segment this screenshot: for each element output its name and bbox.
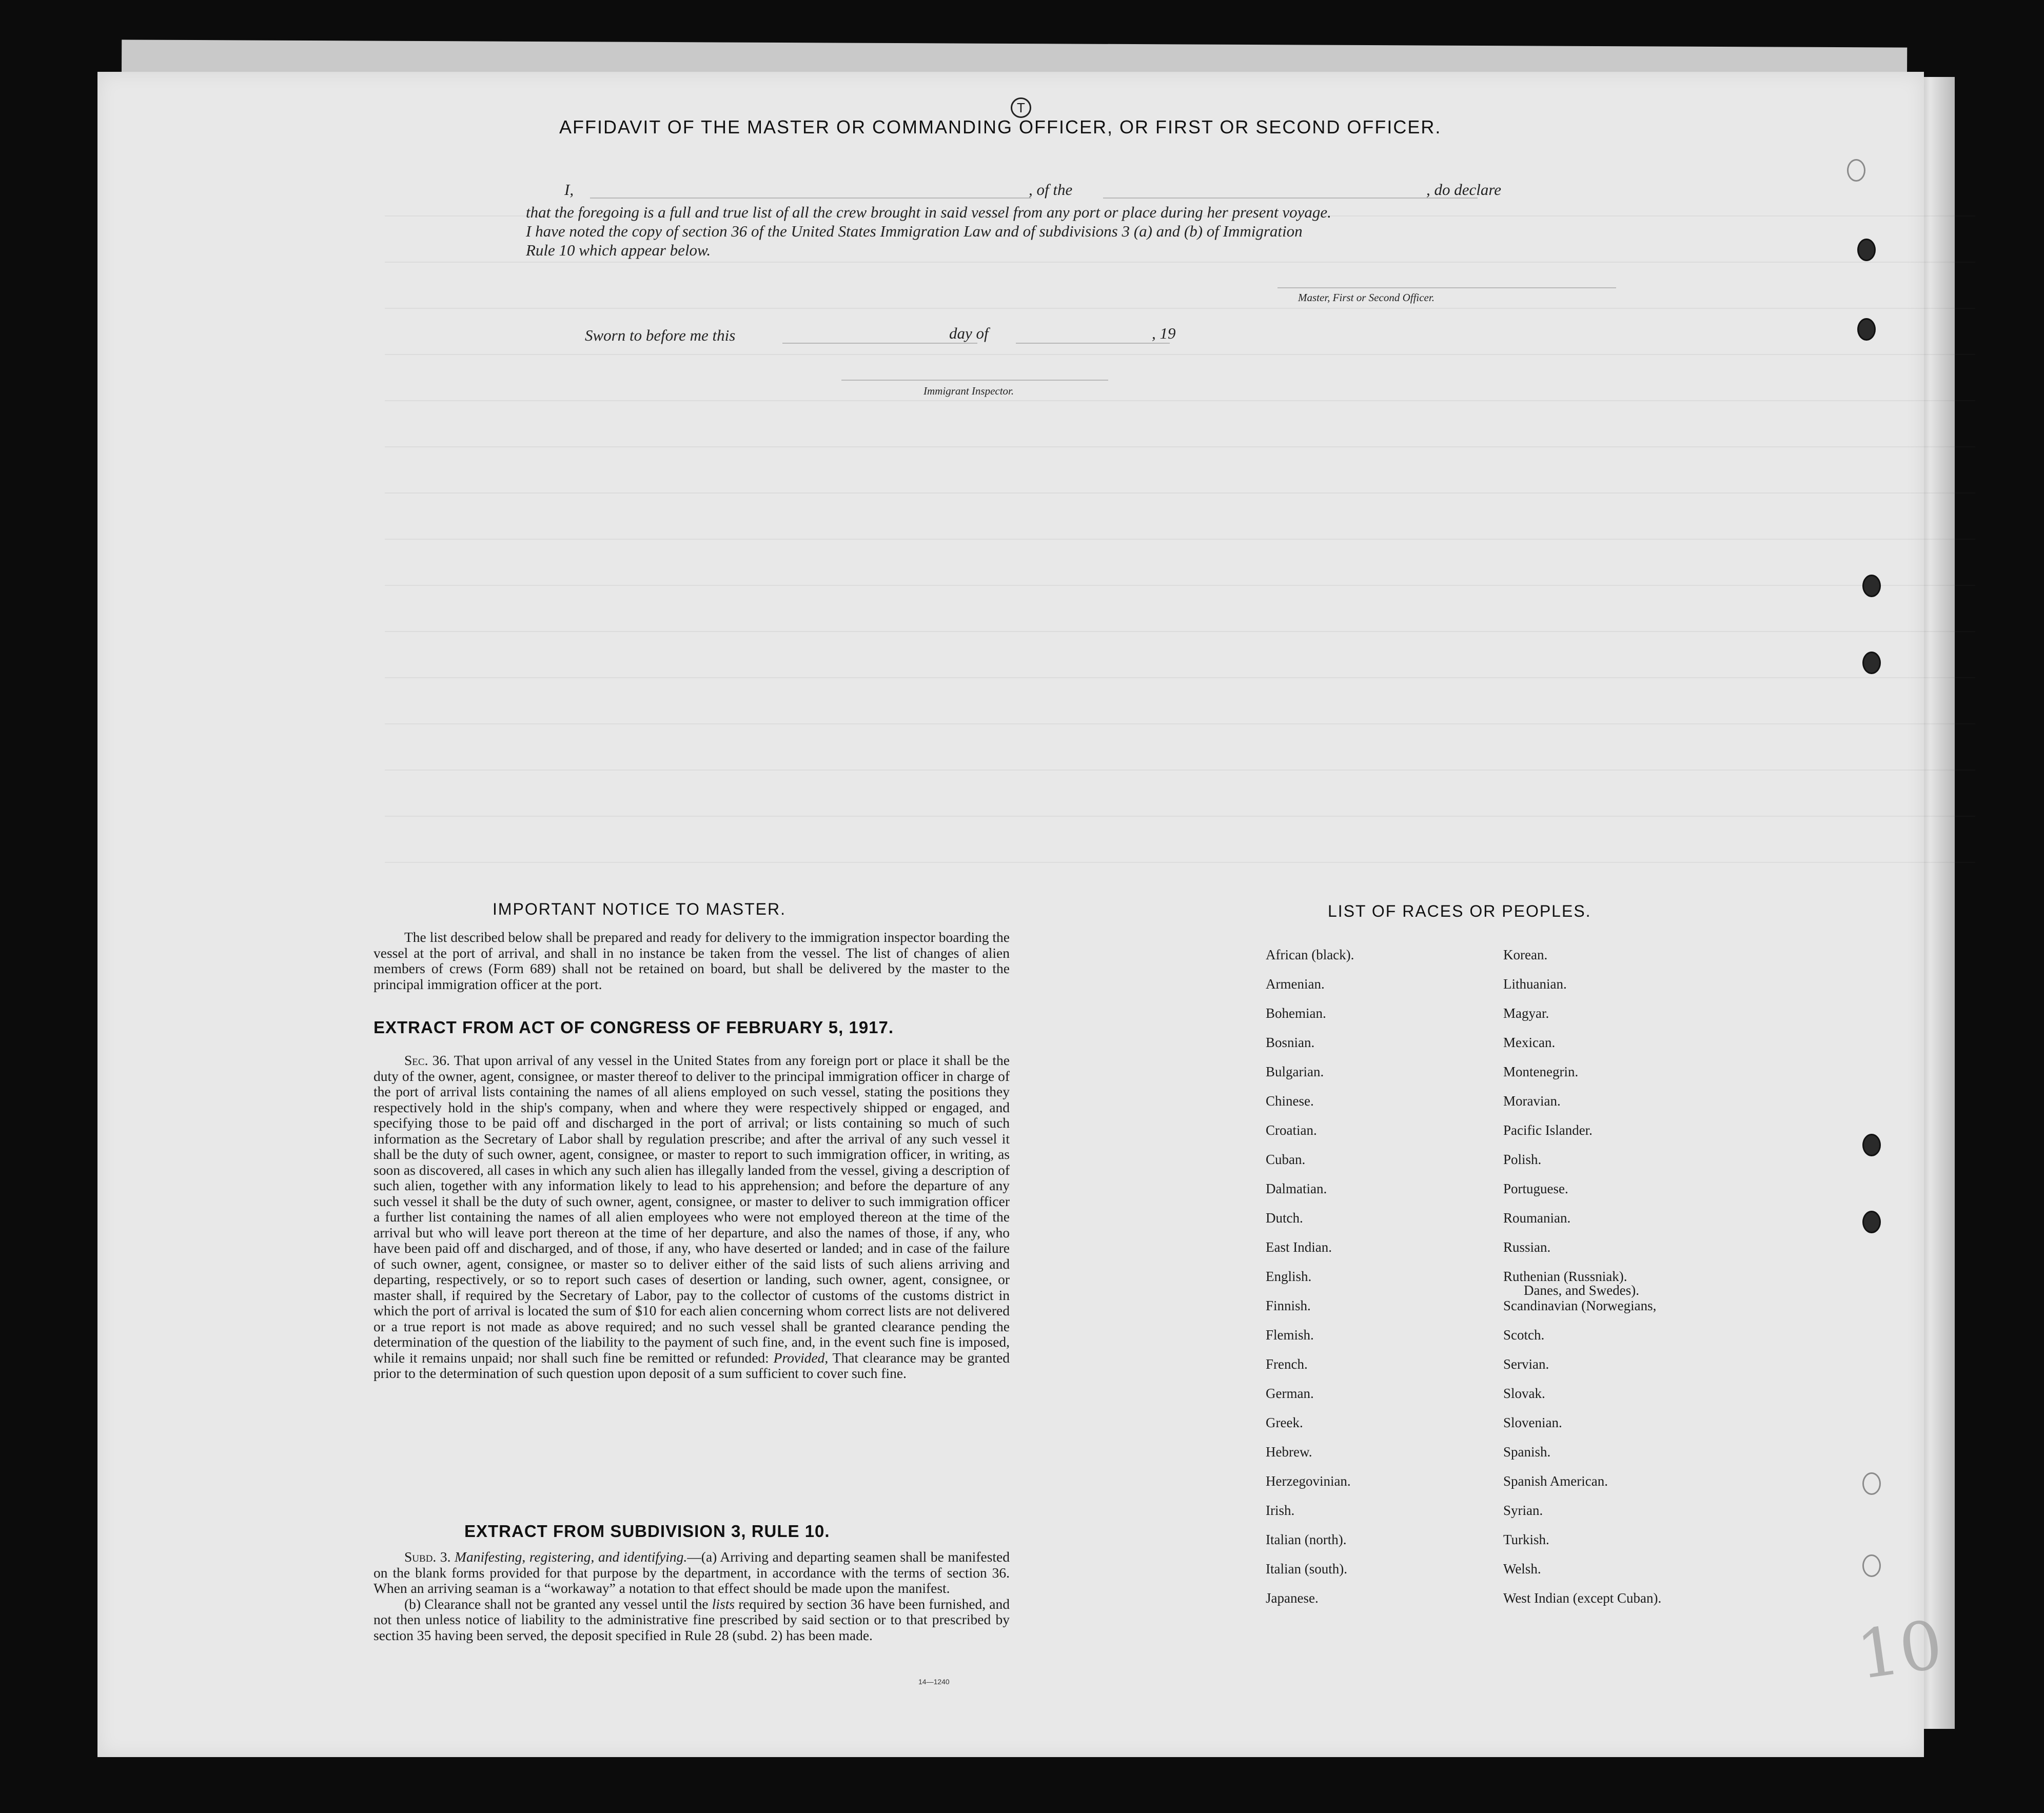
race-item: Chinese.: [1266, 1093, 1314, 1109]
race-item: Dalmatian.: [1266, 1181, 1327, 1196]
race-item: Portuguese.: [1503, 1181, 1568, 1196]
subd-b-text: required by section 36 have been furnished, and not then unless notice of liability to the administrative fine prescribed by said section or to that prescribed by section 35 having been served, the deposit specified in Rule 28 (subd. 2) has been made.: [374, 1595, 1010, 1643]
subd-b-paragraph: [374, 1597, 1010, 1644]
act-heading: EXTRACT FROM ACT OF CONGRESS OF FEBRUARY 5, 1917.: [374, 1018, 894, 1037]
name-line: [590, 198, 1031, 199]
binder-hole: [1862, 1554, 1881, 1577]
race-item: Lithuanian.: [1503, 976, 1567, 992]
master-signature-line: [1278, 287, 1616, 288]
subd-title: Manifesting, registering, and identifying.: [455, 1549, 687, 1565]
notice-heading: IMPORTANT NOTICE TO MASTER.: [493, 900, 786, 918]
race-item: Italian (north).: [1266, 1532, 1347, 1547]
race-item: Hebrew.: [1266, 1444, 1312, 1460]
race-item: Mexican.: [1503, 1035, 1556, 1050]
race-item: Flemish.: [1266, 1327, 1314, 1343]
race-item: Roumanian.: [1503, 1210, 1571, 1226]
race-item: Magyar.: [1503, 1006, 1549, 1021]
race-item: Scandinavian (Norwegians,: [1503, 1298, 1657, 1313]
race-item: Polish.: [1503, 1152, 1542, 1167]
sec36-label: Sec. 36.: [404, 1052, 450, 1068]
declare-do: , do declare: [1426, 181, 1502, 199]
race-item: Korean.: [1503, 947, 1548, 962]
race-item: Bulgarian.: [1266, 1064, 1324, 1079]
subd-b-pre: (b) Clearance shall not be granted any vessel until the: [404, 1595, 709, 1612]
race-item: East Indian.: [1266, 1239, 1332, 1255]
page-number-handwritten: 10: [1852, 1605, 1948, 1694]
provided-word: Provided,: [773, 1349, 829, 1366]
race-item: Danes, and Swedes).: [1524, 1283, 1639, 1298]
sec36-text: That upon arrival of any vessel in the United States from any foreign port or place it shall be the duty of the owner, agent, consignee, or master thereof to deliver to the principal immigration officer in charge of the port of arrival lists containing the names of all aliens employed on such vessel, stating the positions they respectively hold in the ship's company, when and where they were respectively shipped or engaged, and specifying those to be paid off and discharged in the port of arrival; or lists containing so much of such information as the Secretary of Labor shall by regulation prescribe; and after the arrival of any such vessel it shall be the duty of such owner, agent, consignee, or master to report to such immigration officer, in writing, as soon as discovered, all cases in which any such alien has illegally landed from the vessel, giving a description of such alien, together with any information likely to lead to his apprehension; and before the departure of any such vessel it shall be the duty of such owner, agent, consignee, or master to deliver to such immigration officer a further list containing the names of all alien employees who were not employed thereon at the time of the arrival but who will leave port thereon at the time of her departure, and also the names of those, if any, who have been paid off and discharged, and of those, if any, who have deserted or landed; and in case of the failure of such owner, agent, consignee, or master so to deliver either of the said lists of such aliens arriving and departing, respectively, or so to report such cases of desertion or landing, such owner, agent, consignee, or master shall, if required by the Secretary of Labor, pay to the collector of customs of the customs district in which the port of arrival is located the sum of $10 for each alien concerning whom correct lists are not delivered or a true report is not made as above required; and no such vessel shall be granted clearance pending the determination of the question of the liability to the payment of such fine, and, in the event such fine is imposed, while it remains unpaid; nor shall such fine be remitted or refunded:: [374, 1052, 1010, 1366]
race-item: Montenegrin.: [1503, 1064, 1579, 1079]
race-item: Slovenian.: [1503, 1415, 1562, 1430]
sworn-text: Sworn to before me this: [585, 326, 736, 344]
act-text: [374, 1053, 1010, 1382]
race-item: French.: [1266, 1356, 1308, 1372]
binder-hole: [1862, 1472, 1881, 1495]
race-item: Servian.: [1503, 1356, 1549, 1372]
notice-text: [374, 930, 1010, 992]
rule-text: [374, 1549, 1010, 1643]
day-of-text: day of: [949, 324, 989, 342]
notice-paragraph: The list described below shall be prepared and ready for delivery to the immigration inspector boarding the vessel at the port of arrival, and shall in no instance be taken from the vessel. The list of changes of alien members of crews (Form 689) shall not be retained on board, but shall be delivered by the master to the principal immigration officer at the port.: [374, 929, 1010, 992]
race-item: Ruthenian (Russniak).: [1503, 1269, 1627, 1284]
race-item: African (black).: [1266, 947, 1354, 962]
race-item: Spanish.: [1503, 1444, 1551, 1460]
races-heading: LIST OF RACES OR PEOPLES.: [1328, 902, 1591, 920]
vessel-line: [1103, 198, 1478, 199]
race-item: Greek.: [1266, 1415, 1303, 1430]
race-item: Turkish.: [1503, 1532, 1549, 1547]
subd-b-lists: lists: [712, 1595, 735, 1612]
race-item: Welsh.: [1503, 1561, 1541, 1576]
subd-a-text: —(a) Arriving and departing seamen shall be manifested on the blank forms provided for that purpose by the department, in accordance with the terms of section 36. When an arriving seaman is a “workaway” a notation to that effect should be made upon the manifest.: [374, 1549, 1010, 1596]
race-item: Herzegovinian.: [1266, 1473, 1351, 1489]
race-item: Dutch.: [1266, 1210, 1303, 1226]
inspector-label: Immigrant Inspector.: [923, 385, 1014, 397]
affidavit-line-3: I have noted the copy of section 36 of the United States Immigration Law and of subdivisions 3 (a) and (b) of Immigration: [526, 222, 1303, 240]
affidavit-line-2: that the foregoing is a full and true list of all the crew brought in said vessel from any port or place during her present voyage.: [526, 203, 1331, 221]
affidavit-title: AFFIDAVIT OF THE MASTER OR COMMANDING OFFICER, OR FIRST OR SECOND OFFICER.: [559, 116, 1442, 137]
race-item: Bohemian.: [1266, 1006, 1326, 1021]
rule-heading: EXTRACT FROM SUBDIVISION 3, RULE 10.: [464, 1522, 830, 1541]
inspector-signature-line: [841, 380, 1108, 381]
race-item: Pacific Islander.: [1503, 1122, 1593, 1138]
race-item: Bosnian.: [1266, 1035, 1315, 1050]
binder-hole: [1862, 575, 1881, 597]
sec36-text-end: That clearance may be granted prior to the determination of such question upon deposit of a sum sufficient to cover such fine.: [374, 1349, 1010, 1381]
bleed-through: [385, 190, 1975, 908]
race-item: Scotch.: [1503, 1327, 1545, 1343]
race-item: Finnish.: [1266, 1298, 1311, 1313]
declare-of-the: , of the: [1029, 181, 1073, 199]
master-signature-label: Master, First or Second Officer.: [1298, 291, 1434, 304]
form-number: 14—1240: [918, 1678, 950, 1686]
race-item: English.: [1266, 1269, 1312, 1284]
race-item: Spanish American.: [1503, 1473, 1608, 1489]
race-item: Croatian.: [1266, 1122, 1317, 1138]
binder-hole: [1857, 318, 1876, 341]
race-item: German.: [1266, 1386, 1314, 1401]
document-page: [97, 72, 1924, 1757]
race-item: West Indian (except Cuban).: [1503, 1590, 1662, 1606]
subd-label: Subd. 3.: [404, 1549, 451, 1565]
race-item: Cuban.: [1266, 1152, 1306, 1167]
sec36-paragraph: [374, 1053, 1010, 1382]
race-item: Japanese.: [1266, 1590, 1319, 1606]
affidavit-line-4: Rule 10 which appear below.: [526, 241, 711, 259]
binder-hole: [1862, 1211, 1881, 1233]
race-item: Slovak.: [1503, 1386, 1545, 1401]
sworn-day-line: [782, 343, 977, 344]
race-item: Armenian.: [1266, 976, 1325, 992]
binder-hole: [1847, 159, 1865, 182]
binder-hole: [1857, 239, 1876, 261]
race-item: Italian (south).: [1266, 1561, 1347, 1576]
declare-i: I,: [564, 181, 574, 199]
race-item: Russian.: [1503, 1239, 1551, 1255]
top-punch-mark: T: [1011, 97, 1031, 118]
binder-hole: [1862, 652, 1881, 674]
race-item: Syrian.: [1503, 1503, 1543, 1518]
race-item: Irish.: [1266, 1503, 1295, 1518]
subd-a-paragraph: [374, 1549, 1010, 1597]
race-item: Moravian.: [1503, 1093, 1561, 1109]
sworn-month-line: [1016, 343, 1170, 344]
year-text: , 19: [1152, 324, 1176, 342]
binder-hole: [1862, 1134, 1881, 1156]
